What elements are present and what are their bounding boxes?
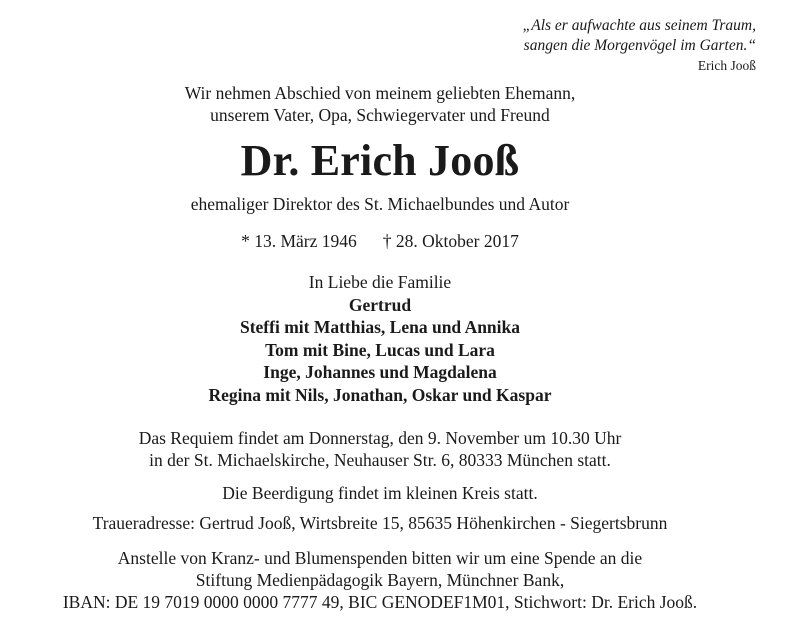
family-member: Steffi mit Matthias, Lena und Annika xyxy=(239,317,521,337)
family-member: Gertrud xyxy=(348,294,412,315)
donation-line-2: Stiftung Medienpädagogik Bayern, Münchner Bank, xyxy=(195,570,565,590)
family-member: Tom mit Bine, Lucas und Lara xyxy=(265,339,495,360)
intro-line-1: Wir nehmen Abschied von meinem geliebten Ehemann, xyxy=(184,83,576,103)
requiem-notice xyxy=(0,427,760,471)
quote-line-1: „Als er aufwachte aus seinem Traum, xyxy=(522,17,756,34)
epigraph-quote xyxy=(416,16,756,75)
burial-notice: Die Beerdigung findet im kleinen Kreis statt. xyxy=(222,483,538,503)
birth-date: * 13. März 1946 xyxy=(241,231,357,251)
mourning-address: Traueradresse: Gertrud Jooß, Wirtsbreite 15, 85635 Höhenkirchen - Siegertsbrunn xyxy=(92,513,668,533)
death-date: † 28. Oktober 2017 xyxy=(382,231,519,251)
deceased-role: ehemaliger Direktor des St. Michaelbundes und Autor xyxy=(190,194,570,214)
quote-author: Erich Jooß xyxy=(697,58,756,73)
donation-line-3: IBAN: DE 19 7019 0000 0000 7777 49, BIC GENODEF1M01, Stichwort: Dr. Erich Jooß. xyxy=(62,592,698,612)
life-dates xyxy=(0,230,760,252)
family-member: Inge, Johannes und Magdalena xyxy=(263,362,497,382)
farewell-intro xyxy=(0,82,760,126)
requiem-line-2: in der St. Michaelskirche, Neuhauser Str. 6, 80333 München statt. xyxy=(149,450,611,470)
family-member: Regina mit Nils, Jonathan, Oskar und Kaspar xyxy=(208,384,552,405)
donation-line-1: Anstelle von Kranz- und Blumenspenden bitten wir um eine Spende an die xyxy=(117,548,643,568)
deceased-name: Dr. Erich Jooß xyxy=(240,136,520,185)
intro-line-2: unserem Vater, Opa, Schwiegervater und Freund xyxy=(210,105,550,125)
family-intro: In Liebe die Familie xyxy=(308,272,452,292)
quote-line-2: sangen die Morgenvögel im Garten.“ xyxy=(523,37,756,54)
family-section xyxy=(0,271,760,406)
requiem-line-1: Das Requiem findet am Donnerstag, den 9. November um 10.30 Uhr xyxy=(138,428,622,448)
donation-notice xyxy=(0,547,760,613)
